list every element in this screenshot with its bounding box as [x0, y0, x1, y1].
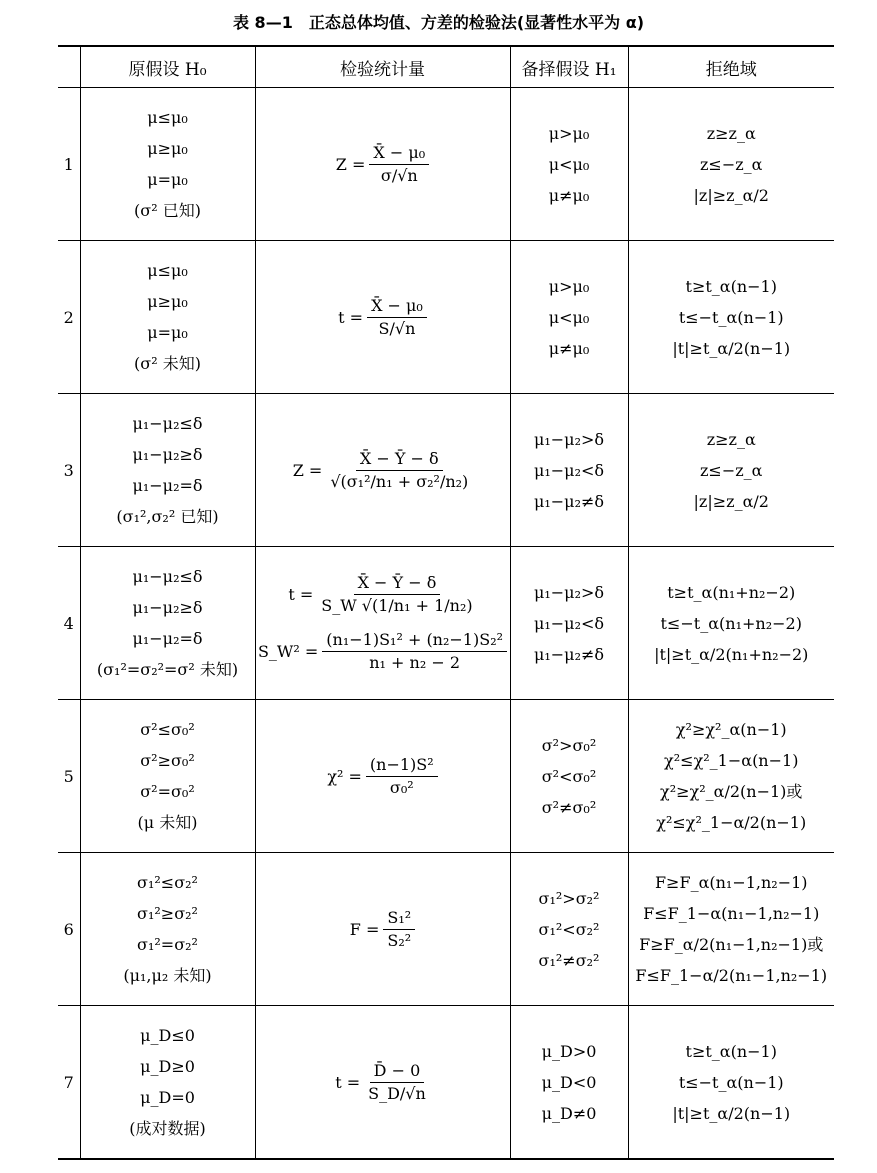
h0-cell: [80, 88, 255, 241]
h1-line: μ≠μ₀: [548, 185, 590, 205]
fraction-denominator: S_W √(1/n₁ + 1/n₂): [321, 596, 473, 615]
statistic-formula: [350, 907, 415, 952]
h1-cell: [510, 547, 628, 700]
reject-line: t≥t_α(n−1): [685, 276, 777, 296]
h0-line: μ≥μ₀: [147, 292, 188, 311]
fraction: [322, 629, 507, 674]
h1-line: σ²≠σ₀²: [541, 797, 597, 817]
reject-line: z≤−z_α: [700, 460, 763, 480]
statistic-formula: [327, 754, 437, 799]
row-number: 1: [58, 88, 80, 241]
header-statistic: 检验统计量: [255, 46, 510, 88]
statistic-formula: [288, 572, 476, 617]
formula-lhs: χ² =: [327, 766, 362, 786]
fraction: [317, 572, 476, 617]
reject-cell: [628, 394, 834, 547]
h1-line: σ₁²≠σ₂²: [538, 950, 600, 970]
fraction-numerator: (n−1)S²: [366, 754, 438, 777]
formula-lhs: t =: [335, 1072, 361, 1092]
reject-line: F≤F_1−α(n₁−1,n₂−1): [643, 904, 820, 923]
statistic-cell: [255, 547, 510, 700]
h1-cell: [510, 1006, 628, 1160]
h0-line: μ≤μ₀: [147, 261, 188, 280]
statistic-formula-group: [256, 572, 510, 674]
h1-line: σ²>σ₀²: [541, 735, 597, 755]
h0-line: μ=μ₀: [147, 170, 188, 189]
statistic-cell: [255, 700, 510, 853]
reject-line: χ²≤χ²_1−α/2(n−1): [656, 813, 807, 832]
reject-line: z≥z_α: [706, 429, 756, 449]
statistic-cell: [255, 394, 510, 547]
header-row: [58, 46, 834, 88]
pooled-variance-formula: [258, 629, 507, 674]
h0-cell: [80, 853, 255, 1006]
h0-line: σ²≥σ₀²: [140, 751, 195, 770]
reject-line: t≥t_α(n₁+n₂−2): [667, 582, 796, 602]
h0-line: μ₁−μ₂=δ: [132, 476, 203, 495]
h1-cell: [510, 394, 628, 547]
h0-cell: [80, 1006, 255, 1160]
h0-line: μ₁−μ₂≤δ: [132, 414, 203, 433]
fraction-denominator: √(σ₁²/n₁ + σ₂²/n₂): [330, 471, 469, 491]
h0-line: μ_D=0: [140, 1088, 195, 1107]
h1-line: μ_D≠0: [541, 1103, 597, 1123]
reject-line: z≥z_α: [706, 123, 756, 143]
statistic-cell: [255, 241, 510, 394]
fraction-denominator: n₁ + n₂ − 2: [369, 653, 461, 672]
statistic-cell: [255, 88, 510, 241]
h1-cell: [510, 853, 628, 1006]
row-number: 4: [58, 547, 80, 700]
h1-cell: [510, 241, 628, 394]
fraction-denominator: σ/√n: [380, 165, 418, 185]
reject-line: t≤−t_α(n₁+n₂−2): [660, 613, 802, 633]
h0-condition: (μ 未知): [137, 813, 198, 832]
h0-condition: (σ₁²=σ₂²=σ² 未知): [96, 660, 239, 679]
reject-line: χ²≥χ²_α/2(n−1)或: [660, 782, 803, 801]
table-title: 表 8—1 正态总体均值、方差的检验法(显著性水平为 α): [232, 13, 645, 32]
h1-line: σ₁²<σ₂²: [538, 919, 600, 939]
statistic-formula: [293, 448, 473, 493]
h1-line: μ₁−μ₂<δ: [533, 460, 605, 480]
h1-cell: [510, 88, 628, 241]
fraction-numerator: X̄ − Ȳ − δ: [354, 572, 441, 595]
fraction-numerator: (n₁−1)S₁² + (n₂−1)S₂²: [322, 629, 507, 652]
formula-lhs: Z =: [335, 154, 366, 174]
h0-cell: [80, 547, 255, 700]
h0-condition: (σ² 未知): [134, 354, 201, 373]
reject-cell: [628, 700, 834, 853]
fraction: [364, 1060, 430, 1105]
h0-line: μ=μ₀: [147, 323, 188, 342]
fraction: [369, 142, 429, 187]
reject-line: F≥F_α(n₁−1,n₂−1): [654, 873, 808, 892]
h0-condition: (σ² 已知): [134, 201, 201, 220]
h0-line: μ≤μ₀: [147, 108, 188, 127]
fraction-denominator: S₂²: [387, 930, 412, 950]
row-number: 3: [58, 394, 80, 547]
reject-cell: [628, 88, 834, 241]
header-h0: 原假设 H₀: [80, 46, 255, 88]
row-number: 7: [58, 1006, 80, 1160]
table-row: [58, 853, 834, 1006]
reject-line: F≥F_α/2(n₁−1,n₂−1)或: [639, 935, 824, 954]
fraction: [326, 448, 472, 493]
header-h1: 备择假设 H₁: [510, 46, 628, 88]
h0-line: μ₁−μ₂≥δ: [132, 445, 203, 464]
fraction-denominator: S/√n: [378, 318, 416, 338]
reject-line: |t|≥t_α/2(n−1): [672, 338, 791, 358]
reject-line: |t|≥t_α/2(n−1): [672, 1103, 791, 1123]
h1-line: σ²<σ₀²: [541, 766, 597, 786]
statistic-formula: [335, 1060, 430, 1105]
h1-line: σ₁²>σ₂²: [538, 888, 600, 908]
h0-line: μ_D≤0: [140, 1026, 195, 1045]
reject-line: F≤F_1−α/2(n₁−1,n₂−1): [635, 966, 828, 985]
h1-line: μ>μ₀: [548, 276, 590, 296]
h0-line: σ₁²=σ₂²: [137, 935, 198, 954]
h0-line: μ_D≥0: [140, 1057, 195, 1076]
reject-line: t≤−t_α(n−1): [678, 1072, 784, 1092]
h1-line: μ₁−μ₂≠δ: [533, 644, 605, 664]
h0-line: σ²≤σ₀²: [140, 720, 195, 739]
h0-cell: [80, 241, 255, 394]
header-reject-region: 拒绝域: [628, 46, 834, 88]
statistic-cell: [255, 853, 510, 1006]
h1-line: μ₁−μ₂>δ: [533, 429, 605, 449]
row-number: 6: [58, 853, 80, 1006]
formula-lhs: t =: [338, 307, 364, 327]
h1-line: μ<μ₀: [548, 154, 590, 174]
fraction-denominator: σ₀²: [389, 777, 414, 797]
fraction: [383, 907, 415, 952]
fraction: [366, 754, 438, 799]
h0-line: σ₁²≥σ₂²: [137, 904, 198, 923]
table-row: [58, 88, 834, 241]
table-row: [58, 547, 834, 700]
h1-line: μ>μ₀: [548, 123, 590, 143]
h1-line: μ₁−μ₂≠δ: [533, 491, 605, 511]
h0-line: σ₁²≤σ₂²: [137, 873, 198, 892]
fraction-denominator: S_D/√n: [368, 1083, 426, 1103]
reject-line: t≥t_α(n−1): [685, 1041, 777, 1061]
row-number: 5: [58, 700, 80, 853]
h0-line: σ²=σ₀²: [140, 782, 195, 801]
h1-line: μ_D>0: [541, 1041, 597, 1061]
reject-cell: [628, 1006, 834, 1160]
reject-line: χ²≤χ²_1−α(n−1): [664, 751, 799, 770]
h0-condition: (μ₁,μ₂ 未知): [123, 966, 212, 985]
fraction-numerator: X̄ − μ₀: [367, 295, 427, 318]
fraction-numerator: D̄ − 0: [370, 1060, 425, 1083]
reject-cell: [628, 547, 834, 700]
statistic-formula: [338, 295, 427, 340]
h1-line: μ≠μ₀: [548, 338, 590, 358]
fraction-numerator: X̄ − Ȳ − δ: [356, 448, 443, 471]
fraction: [367, 295, 427, 340]
reject-line: t≤−t_α(n−1): [678, 307, 784, 327]
reject-line: |t|≥t_α/2(n₁+n₂−2): [654, 644, 809, 664]
h0-line: μ₁−μ₂=δ: [132, 629, 203, 648]
h0-line: μ≥μ₀: [147, 139, 188, 158]
h1-line: μ₁−μ₂<δ: [533, 613, 605, 633]
header-num: [58, 46, 80, 88]
formula-lhs: F =: [349, 919, 380, 939]
reject-cell: [628, 241, 834, 394]
h0-line: μ₁−μ₂≥δ: [132, 598, 203, 617]
h0-cell: [80, 394, 255, 547]
reject-line: χ²≥χ²_α(n−1): [675, 720, 787, 739]
h1-line: μ<μ₀: [548, 307, 590, 327]
h0-condition: (成对数据): [129, 1119, 206, 1138]
table-row: [58, 1006, 834, 1160]
statistic-cell: [255, 1006, 510, 1160]
reject-cell: [628, 853, 834, 1006]
h0-cell: [80, 700, 255, 853]
h0-line: μ₁−μ₂≤δ: [132, 567, 203, 586]
h1-line: μ_D<0: [541, 1072, 597, 1092]
fraction-numerator: X̄ − μ₀: [369, 142, 429, 165]
reject-line: |z|≥z_α/2: [693, 185, 769, 205]
table-row: [58, 241, 834, 394]
h1-line: μ₁−μ₂>δ: [533, 582, 605, 602]
fraction-numerator: S₁²: [383, 907, 415, 930]
hypothesis-test-table: [58, 45, 834, 1160]
reject-line: |z|≥z_α/2: [693, 491, 769, 511]
table-row: [58, 700, 834, 853]
row-number: 2: [58, 241, 80, 394]
h0-condition: (σ₁²,σ₂² 已知): [116, 507, 219, 526]
statistic-formula: [336, 142, 429, 187]
formula-lhs: t =: [288, 585, 314, 604]
reject-line: z≤−z_α: [700, 154, 763, 174]
h1-cell: [510, 700, 628, 853]
table-row: [58, 394, 834, 547]
formula-lhs: S_W² =: [257, 642, 319, 661]
formula-lhs: Z =: [292, 460, 323, 480]
